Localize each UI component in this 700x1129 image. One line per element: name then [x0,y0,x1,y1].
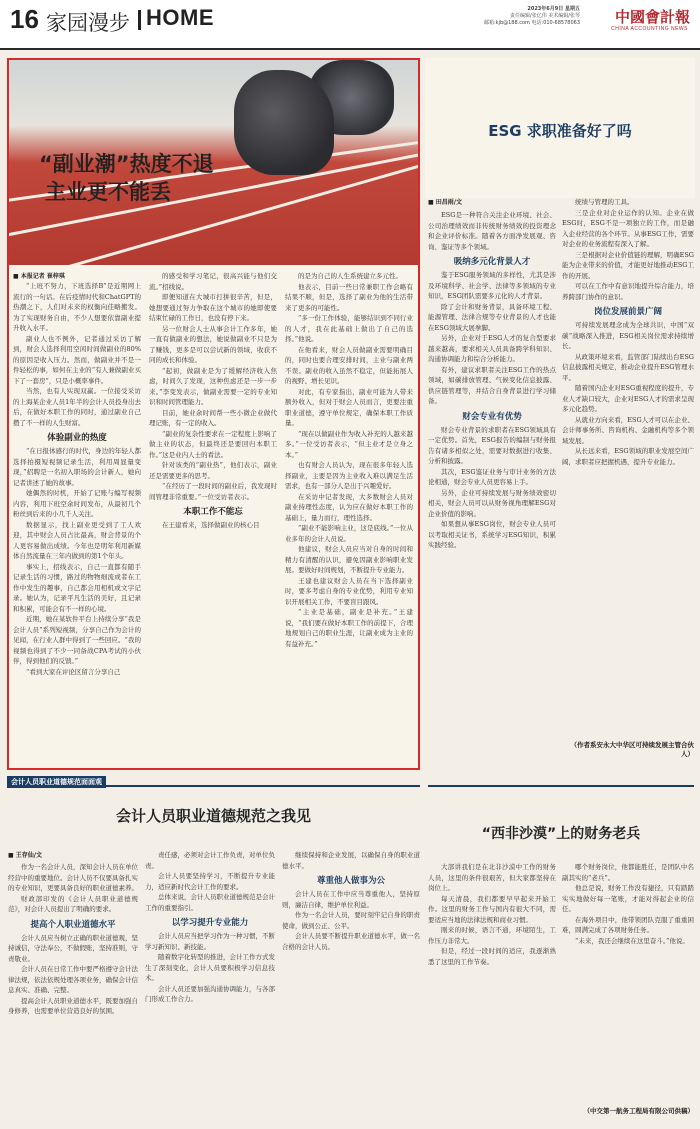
paragraph: 他表示，目前一些日常兼职工作会略有结果不顺，但是，选择了副业为他的生活带来了更多的可能性。 [285,282,413,312]
ethics-byline: ■ 王存仙/文 [8,852,42,859]
paragraph: 三是根据对企业价值链的理解，明确ESG能为企业带来的价值，才能更好地推动ESG工作的开展。 [562,250,694,280]
desert-column-2 [562,862,694,1102]
esg-headline: ESG 求职准备好了吗 [488,122,632,140]
paragraph: 目前，她业余时间帮一些小微企业做代理记账，有一定的收入。 [149,408,277,427]
paragraph: 从政策环境来看，监管部门陆续出台ESG信息披露相关规定，推动企业提升ESG管理水平。 [562,352,694,382]
esg-subhead-1: 吸纳多元化背景人才 [453,257,531,267]
paragraph: “起初，做副业是为了缓解经济收入焦虑，时间久了发现，这种焦虑还是一步一步来。”李变发表示，做副业需要一定的专业知识和时间管理能力。 [149,366,277,406]
paragraph: 会计人员应当把学习作为一种习惯，不断学习新知识、新技能。 [145,932,275,951]
feature-subhead-1: 体验副业的热度 [47,433,107,443]
paragraph: 如果想从事ESG岗位，财会专业人员可以考取相关证书，系统学习ESG知识，积累实践经验。 [428,520,556,549]
issue-date: 2023年6月9日 星期五 [527,6,580,12]
paragraph: 随着数字化转型的推进，会计工作方式发生了深刻变化，会计人员要积极学习信息技术。 [145,953,275,982]
paragraph: 三是企业对企业运作的认知。企业在做ESG时，ESG不是一项独立的工作，而是融入企业经营的各个环节。从事ESG工作，需要对企业的业务流程有深入了解。 [562,208,694,248]
paragraph: 的是为自己的人生系统建立多元性。 [298,272,402,280]
paragraph: “在日报体感行的时代，身边的年轻人都选择拍摄短视频记录生活，利用周显量变现，”招聘是一名初入职场的会计新人，她向记者讲述了她的故事。 [13,447,141,487]
page-number: 16 [10,4,39,34]
headline-line-2: 主业更不能丢 [45,180,171,204]
paragraph: 从就业方向来看，ESG人才可以在企业、会计师事务所、咨询机构、金融机构等多个领域发展。 [562,415,694,445]
section-title-en: HOME [146,5,214,30]
paragraph: 会计人员要不断提升职业道德水平，做一名合格的会计人员。 [282,932,420,951]
page-header [0,0,700,50]
paragraph: 继续保持和企业发展，以确保自身的职业道德水平。 [282,851,420,870]
paragraph: 提高会计人员职业道德水平，既要加强自身修养，也需要单位营造良好的氛围。 [8,996,138,1015]
paragraph: “上班不努力，下班选择B”是近期网上流行的一句话。在后疫情时代和ChatGPT的热潮之下，人们对未来的权衡向佳略搬发。为了实现财务自由，不少人想要依靠副业提升收入水平。 [13,282,141,332]
esg-byline: ■ 田昌雨/文 [428,199,462,206]
paragraph: 随着国内企业对ESG重视程度的提升，专业人才缺口较大，企业对ESG人才的需求呈现多元化趋势。 [562,384,694,413]
esg-author-note: （作者系安永大中华区可持续发展主管合伙人） [570,741,694,758]
editor-line: 责任编辑/张亿伟 美术编辑/张琴 [510,13,580,19]
paragraph: 副业人也不例外，记者通过采访了解到，财会人选择利用空闲时间做副业的80%的原因是收入压力。然而，做副业并不是一件轻松的事，如何在主业的“有人兼做副业买下了一套房”，只是小概率事件。 [13,334,141,385]
hero-image [9,60,418,265]
paragraph: 责任感，必须对会计工作负责，对单位负责。 [145,851,275,870]
paragraph: 会计人员应当树立正确的职业道德观，坚持诚信，守法奉公，不做假账，坚持准则，守责敬业。 [8,933,138,963]
paragraph: 但是，经过一段时间的适应，我逐渐熟悉了这里的工作节奏。 [428,947,556,966]
paragraph: 会计人员在日常工作中要严格遵守会计法律法规，依法依规处理各项业务，确保会计信息真实、准确、完整。 [8,965,138,994]
paragraph: 对此，有专家指出，副业可能为人带来额外收入，但对于财会人员而言，更要注重职业道德，遵守单位规定，确保本职工作质量。 [285,387,413,427]
paragraph: 另一位财会人士从事会计工作多年，她一直有做副业的想法，她说做副业不只是为了赚钱，更多是可以尝试新的领域，收获不同的成长和体验。 [149,324,277,364]
paragraph: 当然，也有人实现双赢。一位接受采访的上海某企业人员1年半的会计人员投身出去后，在做好本职工作的同时，通过副业自己攒了不一样的人生财富。 [13,387,141,427]
feature-headline [39,150,214,206]
headline-line-1: “副业潮”热度不退 [39,152,214,176]
paragraph: 刚来的时候，语言不通，环境陌生，工作压力非常大。 [428,926,556,945]
feature-column-1 [13,281,141,766]
paragraph: 即便知道在大城市打拼很辛苦，但是，她想要通过努力争取在这个城市的她即使要结束忙碌的工作日，也没有停下来。 [149,293,277,322]
ethics-headline: 会计人员职业道德规范之我见 [115,807,311,825]
paragraph: 作为一名会计人员，深知会计人员在单位经营中的重要地位。会计人员不仅要具备扎实的专业知识，更要具备良好的职业道德素养。 [8,863,138,892]
paragraph: 作为一名会计人员，要时刻牢记自身的职责使命，做到公正、公平。 [282,911,420,930]
header-info [430,6,580,27]
paragraph: 另外，企业可持续发展与财务绩效密切相关，财会人员可以从财务视角理解ESG对企业价值的影响。 [428,488,556,518]
paragraph: 事实上，招线表示，自己一直都有随手记录生活的习惯，路过的物物细流或者在工作中发生的趣事，自己都会用相机或文字记录。她认为，记录平凡生活的美好，且记录和积累，可能会有不一样的心境。 [13,562,141,613]
paragraph: 数据显示，找上副业更受到了工人欢迎，其中财会人员占比最高，财会背景的个人更容易做出成绩。今年也是明年利用新媒体自然流量在三年内做到的第1个年头。 [13,520,141,560]
paragraph: “副业不能影响主业，这是底线。”一位从业多年的会计人员说。 [285,524,413,543]
paragraph: 有外，建议求职者关注ESG工作的热点领域，如碳排放管理、气候变化信息披露、供应链管理等，并结合自身背景进行学习储备。 [428,365,556,405]
paragraph: “看到大家在评论区留言分享自己 [26,667,121,676]
paragraph: 统绩与管理的工具。 [575,198,634,206]
paragraph: 可以在工作中有意识地提升综合能力，培养跨部门协作的意识。 [562,282,694,301]
paragraph: 的感受和学习笔记，很高兴能与他们交流。”招线说。 [149,272,277,291]
esg-column-2 [562,197,694,737]
esg-subhead-3: 岗位发展前景广阔 [593,307,662,317]
feature-article [7,58,420,770]
ethics-subhead-3: 尊重他人做事为公 [316,876,385,886]
paragraph: 会计人员要坚持学习，不断提升专业能力，适应新时代会计工作的要求。 [145,872,275,891]
paragraph: 王建也建议财会人员在当下选择副业时，要多考虑自身的专业优势，利用专业知识开展相关工作，不要盲目跟风。 [285,576,413,606]
feature-column-2 [149,271,277,766]
paragraph: 每天清晨，我们都要早早起来开始工作。这里的财务工作与国内有很大不同，需要适应当地的法律法规和商业习惯。 [428,894,556,924]
contact-line: 邮箱:kjb@188.com 电话:010-68578063 [483,20,580,26]
ethics-column-1 [8,862,138,1124]
paragraph: 大部讲我们是在北非沙漠中工作的财务人员，这里的条件很艰苦，但大家都坚持在岗位上。 [428,863,556,892]
paragraph: “主业是基础，副业是补充。”王建说，“我们要在做好本职工作的前提下，合理地规划自己的职业生涯，让副业成为主业的有益补充。” [285,608,413,648]
paragraph: 可持续发展理念成为全球共识，中国“双碳”战略深入推进，ESG相关岗位需求持续增长。 [562,321,694,350]
paragraph: 哪个财务岗位，他都能胜任，是团队中名副其实的“老兵”。 [562,863,694,882]
paragraph: 他建议，财会人员应当对自身的时间和精力有清醒的认识，避免因副业影响职业发展。要做好时间规划，不断提升专业能力。 [285,545,413,574]
paragraph: 会计人员在工作中应当尊重他人，坚持原则，廉洁自律，维护单位利益。 [282,890,420,909]
paragraph: 在海外项目中，他带领团队克服了重重困难，圆满完成了各项财务任务。 [562,915,694,934]
paragraph: “副业的复杂性要求在一定程度上影响了做主业的状态，但最终还是要回归本职工作。”这是业内人士的看法。 [149,429,277,459]
ethics-section-tag: 会计人员职业道德规范面面观 [7,776,106,788]
ethics-column-3 [282,850,420,1124]
desert-section-rule [428,785,694,787]
paragraph: 也有财会人员认为，现在很多年轻人选择副业，主要是因为主业收入难以满足生活需求，也有一部分人是出于兴趣爱好。 [285,461,413,490]
desert-headline: “西非沙漠”上的财务老兵 [481,826,641,842]
ethics-column-2 [145,850,275,1124]
paragraph: 另外，企业对于ESG人才的复合型要求越来越高，要求相关人员具备跨学科知识、沟通协调能力和综合分析能力。 [428,334,556,363]
paragraph: 鉴于ESG服务领域的多样性，尤其是涉及环境科学、社会学、法律等多领域的专业知识，ESG团队需要多元化的人才背景。 [428,271,556,300]
ethics-subhead-2: 以学习提升专业能力 [171,918,249,928]
feature-byline: ■ 本报记者 崔梓琪 [13,273,65,280]
newspaper-logo-en: CHINA ACCOUNTING NEWS [611,26,688,32]
paragraph: 除了会计和财务背景，具备环境工程、能源管理、法律合规等专业背景的人才也能在ESG领域大展拳脚。 [428,302,556,332]
paragraph: 她偶然的时机，开始了记账与编写视频内容，利用下班空余时间发布，从最初几个粉丝到后来的小几千人关注。 [13,489,141,518]
paragraph: 财会专业背景的求职者在ESG领域具有一定优势。首先，ESG报告的编制与财务报告有诸多相似之处，需要对数据进行收集、分析和披露。 [428,425,556,465]
paragraph: 在他看来，财会人员做副业需要明确目的，同时也要合理安排时间，主业与副业两不误。副业的收入虽然不稳定，但能拓展人的视野、增长见识。 [285,345,413,385]
title-divider [138,10,141,30]
esg-subhead-2: 财会专业有优势 [462,411,522,422]
paragraph: 其次，ESG鉴证业务与审计业务的方法论相通，财会专业人员更容易上手。 [428,467,556,486]
feature-column-3 [285,271,413,766]
paragraph: 财政部印发的《会计人员职业道德规范》，对会计人员提出了明确的要求。 [8,894,138,913]
paragraph: 从长远来看，ESG领域的职业发展空间广阔，求职者应把握机遇，提升专业能力。 [562,447,694,466]
paragraph: ESG是一种符合关注企业环境、社会、公司治理绩效而非传统财务绩效的投资理念和企业评价标准。随着各方面净发展观、咨询、鉴证等多个领域。 [428,211,556,251]
runner-shoe-front [234,70,334,175]
paragraph: 在采访中记者发现，大多数财会人员对副业持理性态度，认为应在做好本职工作的基础上，量力而行，理性选择。 [285,492,413,522]
paragraph: 总体来说，会计人员职业道德规范是会计工作的重要指引。 [145,893,275,912]
ethics-subhead-1: 提高个人职业道德水平 [30,919,116,930]
paragraph: 针对该类的“副业热”，他们表示，副业还是需要更多的思考。 [149,461,277,480]
section-title-cn: 家园漫步 [46,11,130,35]
paragraph: 会计人员还要加强沟通协调能力，与各部门形成工作合力。 [145,984,275,1003]
paragraph: “未来，我还会继续在这里奋斗。”他说。 [575,936,689,945]
paragraph: 在王建看来，选择做副业的核心目 [162,521,260,529]
feature-subhead-2: 本职工作不能忘 [183,507,243,517]
paragraph: “现在以做副业作为收入补充的人越来越多。”一位受访者表示，“但主业才是立身之本。” [285,429,413,459]
paragraph: “在经历了一段时间的副业后，我发现时间管理非常重要。”一位受访者表示。 [149,482,277,501]
desert-column-1 [428,862,556,1124]
newspaper-logo: 中國會計報 [614,8,690,26]
paragraph: 他总是说，财务工作没有捷径，只有踏踏实实地做好每一笔账，才能对得起企业的信任。 [562,884,694,913]
esg-column-1 [428,210,556,770]
paragraph: “多一份工作体验，能够结识到不同行业的人才，我在此基础上做出了自己的选择。”他说。 [285,314,413,343]
desert-author-note: （中交第一航务工程局有限公司供稿） [583,1107,694,1115]
paragraph: 近期，她在某软件平台上持续分享“我是会计人员”系列短视频，分享自己作为会计的见闻，在行业人群中得到了一些回应。“我的视频也得到了不少一同备战CPA考试的小伙伴，得到他们的反馈。” [13,615,141,665]
